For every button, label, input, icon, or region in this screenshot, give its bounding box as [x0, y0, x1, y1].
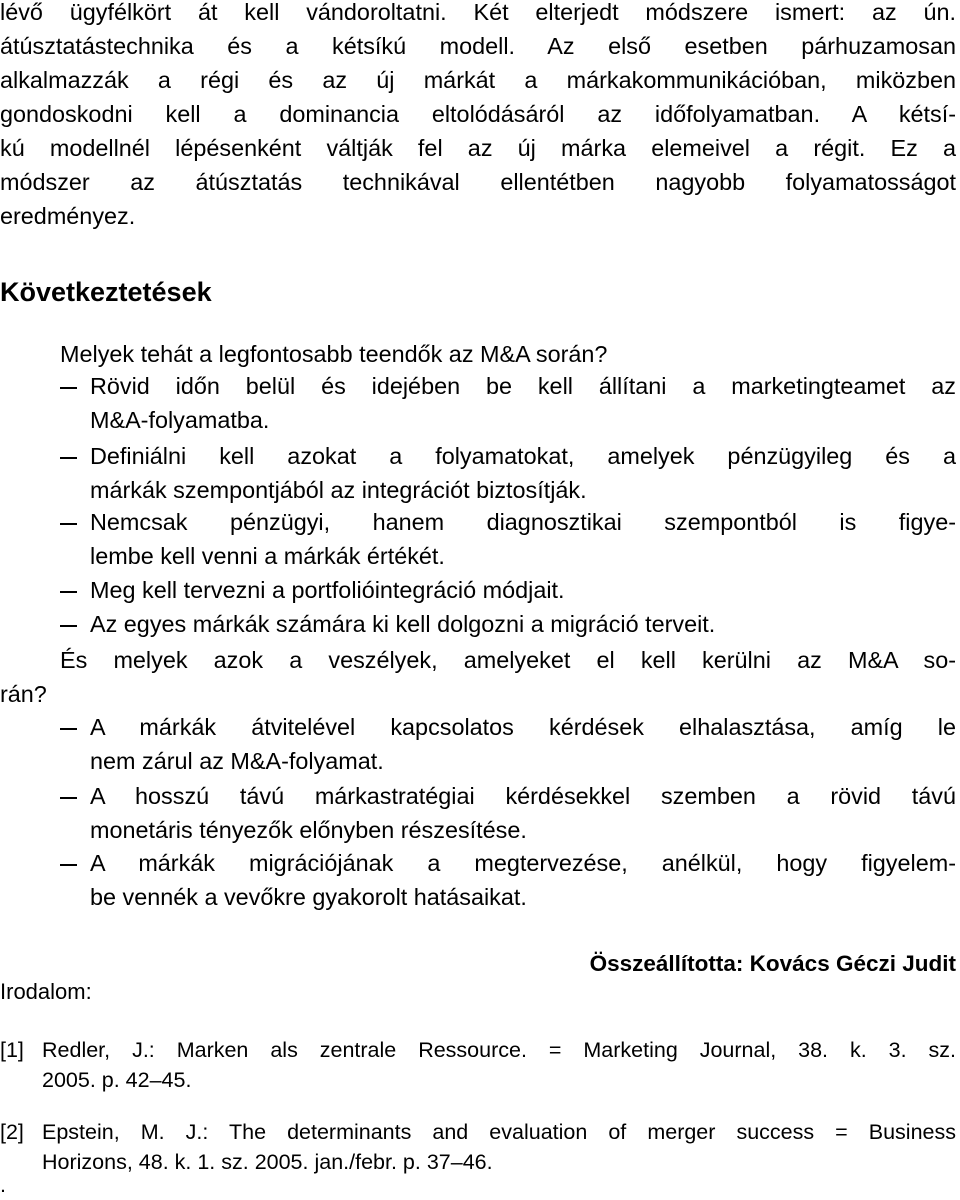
intro-line-7: eredményez. — [0, 203, 136, 229]
reference-1-line-1: Redler, J.: Marken als zentrale Ressource. = Marketing Journal, 38. k. 3. sz. — [42, 1038, 956, 1062]
list-dash — [60, 797, 77, 799]
list1-item-4: Meg kell tervezni a portfolióintegráció módjait. — [90, 577, 565, 603]
list-dash — [60, 457, 77, 459]
reference-2-number: [2] — [0, 1120, 24, 1144]
question-2-line-1: És melyek azok a veszélyek, amelyeket el kell kerülni az M&A so- — [60, 647, 956, 673]
question-1: Melyek tehát a legfontosabb teendők az M&A során? — [60, 341, 608, 367]
intro-line-1: lévő ügyfélkört át kell vándoroltatni. Két elterjedt módszere ismert: az ún. — [0, 0, 956, 25]
question-2-line-2: rán? — [0, 681, 47, 707]
trailing-mark: . — [0, 1173, 6, 1197]
list-dash — [60, 625, 77, 627]
list-dash — [60, 387, 77, 389]
list2-item-2-line-2: monetáris tényezők előnyben részesítése. — [90, 817, 527, 843]
list1-item-2-line-1: Definiálni kell azokat a folyamatokat, amelyek pénzügyileg és a — [90, 443, 956, 469]
list2-item-1-line-1: A márkák átvitelével kapcsolatos kérdések elhalasztása, amíg le — [90, 714, 956, 740]
list-dash — [60, 864, 77, 866]
intro-line-5: kú modellnél lépésenként váltják fel az új márka elemeivel a régit. Ez a — [0, 135, 956, 161]
section-title: Következtetések — [0, 277, 212, 307]
author-credit: Összeállította: Kovács Géczi Judit — [589, 951, 956, 976]
list1-item-3-line-1: Nemcsak pénzügyi, hanem diagnosztikai szempontból is figye- — [90, 509, 956, 535]
list-dash — [60, 728, 77, 730]
list1-item-3-line-2: lembe kell venni a márkák értékét. — [90, 543, 445, 569]
list1-item-2-line-2: márkák szempontjából az integrációt biztosítják. — [90, 477, 587, 503]
list-dash — [60, 523, 77, 525]
intro-line-6: módszer az átúsztatás technikával ellentétben nagyobb folyamatosságot — [0, 169, 956, 195]
reference-2-line-1: Epstein, M. J.: The determinants and evaluation of merger success = Business — [42, 1120, 956, 1144]
list1-item-1-line-1: Rövid időn belül és idejében be kell állítani a marketingteamet az — [90, 373, 956, 399]
list-dash — [60, 591, 77, 593]
intro-line-2: átúsztatástechnika és a kétsíkú modell. Az első esetben párhuzamosan — [0, 33, 956, 59]
references-label: Irodalom: — [0, 979, 92, 1004]
list1-item-1-line-2: M&A-folyamatba. — [90, 407, 270, 433]
list1-item-5: Az egyes márkák számára ki kell dolgozni a migráció terveit. — [90, 611, 716, 637]
list2-item-2-line-1: A hosszú távú márkastratégiai kérdésekkel szemben a rövid távú — [90, 783, 956, 809]
list2-item-3-line-1: A márkák migrációjának a megtervezése, anélkül, hogy figyelem- — [90, 850, 956, 876]
list2-item-3-line-2: be vennék a vevőkre gyakorolt hatásaikat. — [90, 884, 527, 910]
reference-1-number: [1] — [0, 1038, 24, 1062]
list2-item-1-line-2: nem zárul az M&A-folyamat. — [90, 748, 384, 774]
intro-line-4: gondoskodni kell a dominancia eltolódásáról az időfolyamatban. A kétsí- — [0, 101, 956, 127]
reference-2-line-2: Horizons, 48. k. 1. sz. 2005. jan./febr. p. 37–46. — [42, 1150, 493, 1174]
intro-line-3: alkalmazzák a régi és az új márkát a márkakommunikációban, miközben — [0, 67, 956, 93]
reference-1-line-2: 2005. p. 42–45. — [42, 1068, 192, 1092]
